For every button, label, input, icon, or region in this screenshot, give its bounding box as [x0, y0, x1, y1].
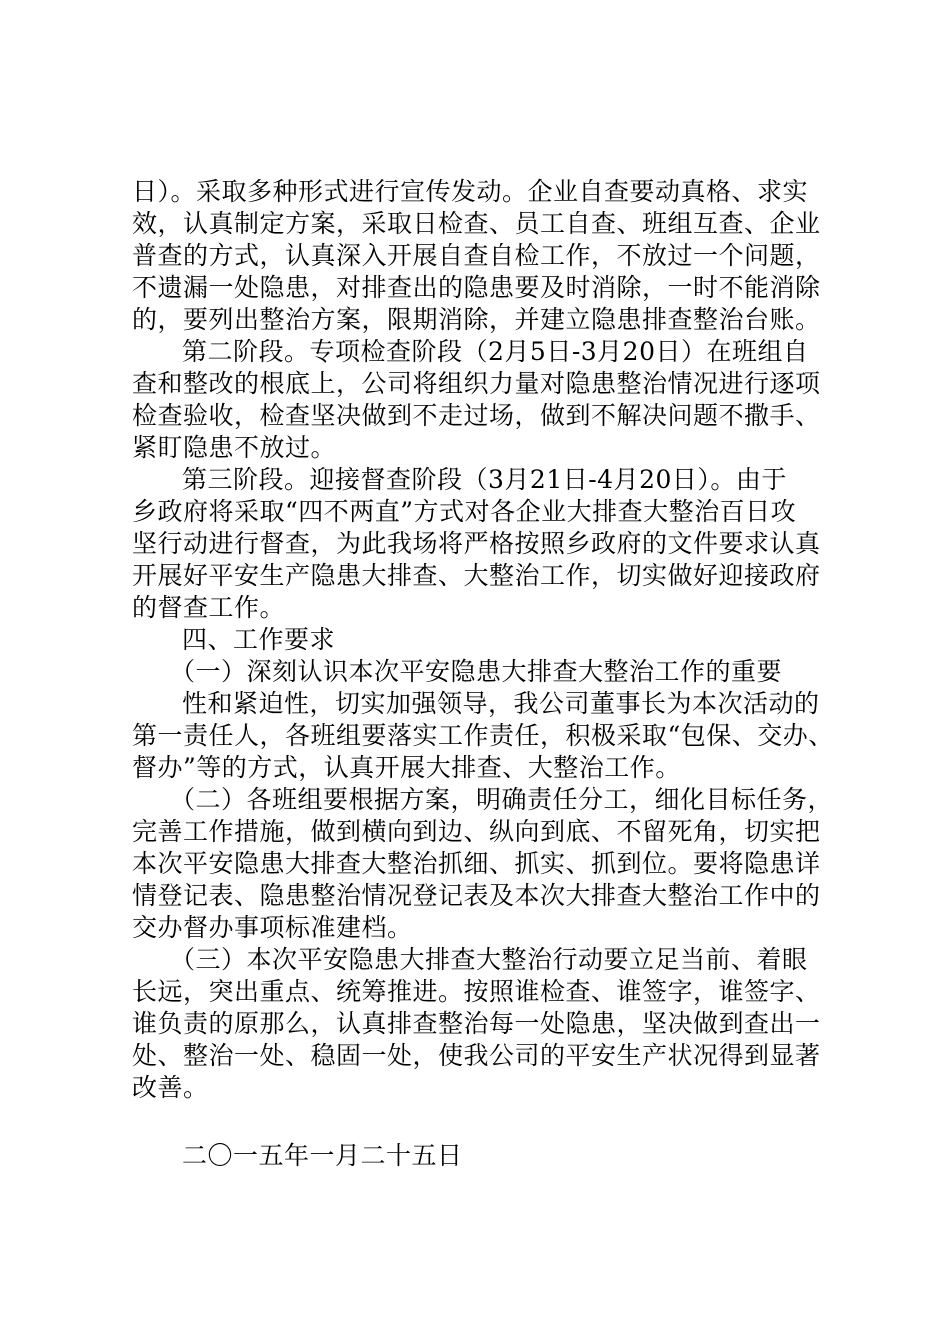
- text-line-17: 性和紧迫性，切实加强领导，我公司董事长为本次活动的: [182, 689, 820, 718]
- text-line-21: 完善工作措施，做到横向到边、纵向到底、不留死角，切实把: [132, 817, 821, 846]
- text-line-23: 情登记表、隐患整治情况登记表及本次大排查大整治工作中的: [132, 881, 821, 910]
- text-line-20: （二）各班组要根据方案，明确责任分工，细化目标任务，: [170, 785, 834, 814]
- section-heading: 四、工作要求: [182, 625, 336, 654]
- text-line-2: 效，认真制定方案，采取日检查、员工自查、班组互查、企业: [132, 209, 821, 238]
- text-line-16: （一）深刻认识本次平安隐患大排查大整治工作的重要: [170, 657, 783, 686]
- text-line-10: 第三阶段。迎接督查阶段（3月21日-4月20日）。由于: [182, 465, 787, 494]
- text-line-22: 本次平安隐患大排查大整治抓细、抓实、抓到位。要将隐患详: [132, 849, 821, 878]
- text-line-26: 长远，突出重点、统筹推进。按照谁检查、谁签字，谁签字、: [132, 977, 821, 1006]
- text-line-1: 日）。采取多种形式进行宣传发动。企业自查要动真格、求实: [132, 177, 809, 206]
- text-line-6: 第二阶段。专项检查阶段（2月5日-3月20日）在班组自: [182, 337, 809, 366]
- text-line-19: 督办”等的方式，认真开展大排查、大整治工作。: [132, 753, 681, 782]
- text-line-18: 第一责任人，各班组要落实工作责任，积极采取“包保、交办、: [132, 721, 834, 750]
- text-line-14: 的督查工作。: [132, 593, 286, 622]
- text-line-29: 改善。: [132, 1073, 209, 1102]
- text-line-5: 的，要列出整治方案，限期消除，并建立隐患排查整治台账。: [132, 305, 821, 334]
- text-line-7: 查和整改的根底上，公司将组织力量对隐患整治情况进行逐项: [132, 369, 821, 398]
- text-line-13: 开展好平安生产隐患大排查、大整治工作，切实做好迎接政府: [132, 561, 821, 590]
- text-line-11: 乡政府将采取“四不两直”方式对各企业大排查大整治百日攻: [132, 497, 797, 526]
- text-line-4: 不遗漏一处隐患，对排查出的隐患要及时消除，一时不能消除: [132, 273, 821, 302]
- text-line-24: 交办督办事项标准建档。: [132, 913, 413, 942]
- text-line-12: 坚行动进行督查，为此我场将严格按照乡政府的文件要求认真: [132, 529, 821, 558]
- text-line-27: 谁负责的原那么，认真排查整治每一处隐患，坚决做到查出一: [132, 1009, 821, 1038]
- text-line-9: 紧盯隐患不放过。: [132, 433, 337, 462]
- text-line-25: （三）本次平安隐患大排查大整治行动要立足当前、着眼: [170, 945, 808, 974]
- text-line-28: 处、整治一处、稳固一处，使我公司的平安生产状况得到显著: [132, 1041, 821, 1070]
- text-line-8: 检查验收，检查坚决做到不走过场，做到不解决问题不撒手、: [132, 401, 821, 430]
- document-date: 二〇一五年一月二十五日: [182, 1141, 463, 1170]
- text-line-3: 普查的方式，认真深入开展自查自检工作，不放过一个问题，: [132, 241, 821, 270]
